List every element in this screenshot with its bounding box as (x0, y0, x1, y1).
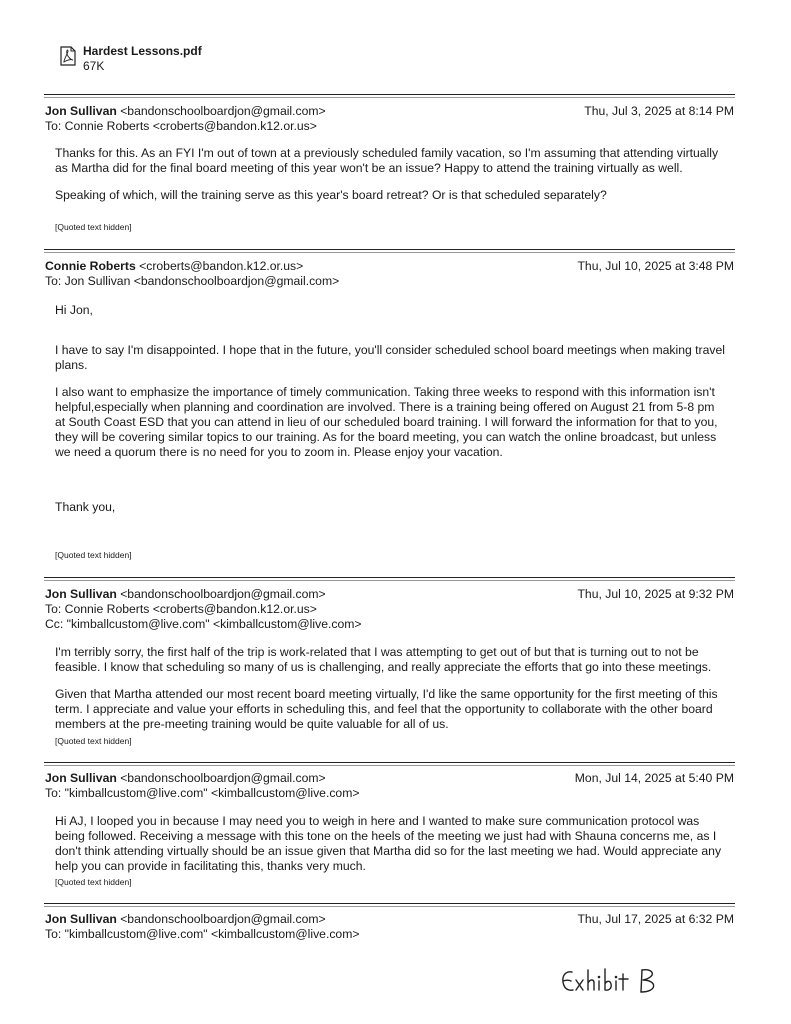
message-paragraph: I have to say I'm disappointed. I hope that in the future, you'll consider scheduled school board meetings when making travel plans. (55, 343, 725, 372)
message-paragraph: I'm terribly sorry, the first half of the trip is work-related that I was attempting to get out of but that is turning out to not be feasible. I know that scheduling so many of us is challenging, and really appreciate the efforts that go into these meetings. (55, 645, 712, 674)
recipient-line: To: Connie Roberts <croberts@bandon.k12.or.us> (45, 602, 317, 616)
divider (44, 94, 735, 98)
message-date: Thu, Jul 10, 2025 at 3:48 PM (577, 259, 734, 273)
attachment[interactable] (60, 44, 202, 74)
sender-email: <croberts@bandon.k12.or.us> (139, 259, 304, 273)
message-body (55, 303, 727, 527)
message-header (45, 771, 734, 801)
sender-email: <bandonschoolboardjon@gmail.com> (120, 771, 326, 785)
message-paragraph: Hi AJ, I looped you in because I may need you to weigh in here and I wanted to make sure communication protocol was being followed. Receiving a message with this tone on the heels of the meeting we just had with Shauna concerns me, as I don't think attending virtually should be an issue given that Martha did so for the last meeting we had. Would appreciate any help you can provide in facilitating this, thanks very much. (55, 814, 722, 873)
attachment-size: 67K (83, 59, 105, 73)
message-paragraph: Speaking of which, will the training serve as this year's board retreat? Or is that scheduled separately? (55, 188, 607, 202)
recipient-line: To: Jon Sullivan <bandonschoolboardjon@gmail.com> (45, 274, 340, 288)
message-body (55, 146, 727, 203)
sender-name: Connie Roberts (45, 259, 136, 273)
message-body (55, 814, 727, 874)
message-header (45, 104, 734, 134)
message-paragraph: Thank you, (55, 500, 116, 514)
message-paragraph: Given that Martha attended our most recent board meeting virtually, I'd like the same opportunity for the first meeting of this term. I appreciate and value your efforts in scheduling this, and feel that the opportunity to collaborate with the other board members at the pre-meeting training would be quite valuable for all of us. (55, 687, 718, 731)
message-date: Thu, Jul 10, 2025 at 9:32 PM (577, 587, 734, 601)
attachment-name[interactable]: Hardest Lessons.pdf (83, 44, 202, 58)
sender-email: <bandonschoolboardjon@gmail.com> (120, 104, 326, 118)
quoted-text-hidden[interactable]: [Quoted text hidden] (55, 550, 132, 560)
message-date: Mon, Jul 14, 2025 at 5:40 PM (574, 771, 734, 785)
cc-line: Cc: "kimballcustom@live.com" <kimballcustom@live.com> (45, 617, 362, 631)
sender-email: <bandonschoolboardjon@gmail.com> (120, 587, 326, 601)
sender-email: <bandonschoolboardjon@gmail.com> (120, 912, 326, 926)
message-paragraph: Hi Jon, (55, 303, 93, 317)
recipient-line: To: "kimballcustom@live.com" <kimballcustom@live.com> (45, 786, 360, 800)
recipient-line: To: Connie Roberts <croberts@bandon.k12.or.us> (45, 119, 317, 133)
sender-name: Jon Sullivan (45, 587, 117, 601)
message-paragraph: Thanks for this. As an FYI I'm out of town at a previously scheduled family vacation, so I'm assuming that attending virtually as Martha did for the final board meeting of this year won't be an issue? Happy to attend the training virtually as well. (55, 146, 719, 175)
recipient-line: To: "kimballcustom@live.com" <kimballcustom@live.com> (45, 927, 360, 941)
message-paragraph: I also want to emphasize the importance of timely communication. Taking three weeks to respond with this information isn't helpful,especially when planning and coordination are involved. There is a training being offered on August 21 from 5-8 pm at South Coast ESD that you can attend in lieu of our scheduled board training. I will forward the information for that to you, they will be covering similar topics to our training. As for the board meeting, you can watch the online broadcast, but unless we need a quorum there is no need for you to zoom in. Please enjoy your vacation. (55, 385, 718, 459)
divider (44, 903, 735, 907)
quoted-text-hidden[interactable]: [Quoted text hidden] (55, 877, 132, 887)
sender-name: Jon Sullivan (45, 104, 117, 118)
message-date: Thu, Jul 3, 2025 at 8:14 PM (584, 104, 734, 118)
sender-name: Jon Sullivan (45, 771, 117, 785)
message-body (55, 645, 727, 732)
message-date: Thu, Jul 17, 2025 at 6:32 PM (577, 912, 734, 926)
divider (44, 577, 735, 581)
sender-name: Jon Sullivan (45, 912, 117, 926)
message-header (45, 912, 734, 942)
quoted-text-hidden[interactable]: [Quoted text hidden] (55, 222, 132, 232)
divider (44, 249, 735, 253)
message-header (45, 259, 734, 289)
handwritten-exhibit-note (558, 962, 678, 1006)
divider (44, 762, 735, 766)
pdf-file-icon (60, 46, 76, 66)
quoted-text-hidden[interactable]: [Quoted text hidden] (55, 736, 132, 746)
message-header (45, 587, 734, 632)
